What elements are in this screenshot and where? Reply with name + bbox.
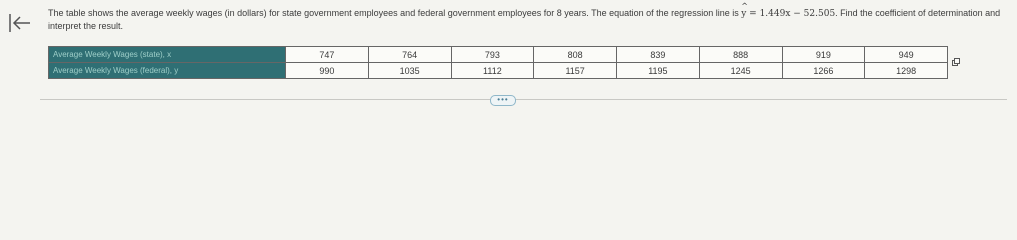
table-cell: 888 (699, 47, 782, 63)
more-button[interactable]: ••• (490, 95, 516, 106)
table-cell: 1112 (451, 63, 534, 79)
question-part-1: The table shows the average weekly wages (in dollars) for state government employees and federal government employees for 8 years. The equation of the regression line is (48, 8, 742, 18)
table-cell: 839 (617, 47, 700, 63)
table-cell: 1245 (699, 63, 782, 79)
regression-equation (741, 9, 835, 19)
divider (40, 99, 1007, 100)
table-cell: 747 (286, 47, 369, 63)
question-text (48, 7, 1008, 32)
y-hat-symbol: ^ y (741, 8, 746, 20)
table-cell: 919 (782, 47, 865, 63)
table-cell: 1035 (368, 63, 451, 79)
row-label-state: Average Weekly Wages (state), x (49, 47, 286, 63)
table-cell: 1157 (534, 63, 617, 79)
table-cell: 808 (534, 47, 617, 63)
table-row-federal (49, 63, 948, 79)
table-cell: 1266 (782, 63, 865, 79)
table-cell: 793 (451, 47, 534, 63)
copy-icon[interactable] (952, 58, 960, 66)
table-cell: 1298 (865, 63, 948, 79)
table-cell: 949 (865, 47, 948, 63)
wages-data-table (48, 46, 948, 79)
table-cell: 990 (286, 63, 369, 79)
table-cell: 1195 (617, 63, 700, 79)
equation-rest: = 1.449x − 52.505 (746, 9, 836, 19)
table-cell: 764 (368, 47, 451, 63)
table-row-state (49, 47, 948, 63)
row-label-federal: Average Weekly Wages (federal), y (49, 63, 286, 79)
question-part-2: . Find the coefficient of determination and interpret the result. (48, 8, 1001, 31)
back-arrow-icon[interactable] (8, 12, 32, 34)
